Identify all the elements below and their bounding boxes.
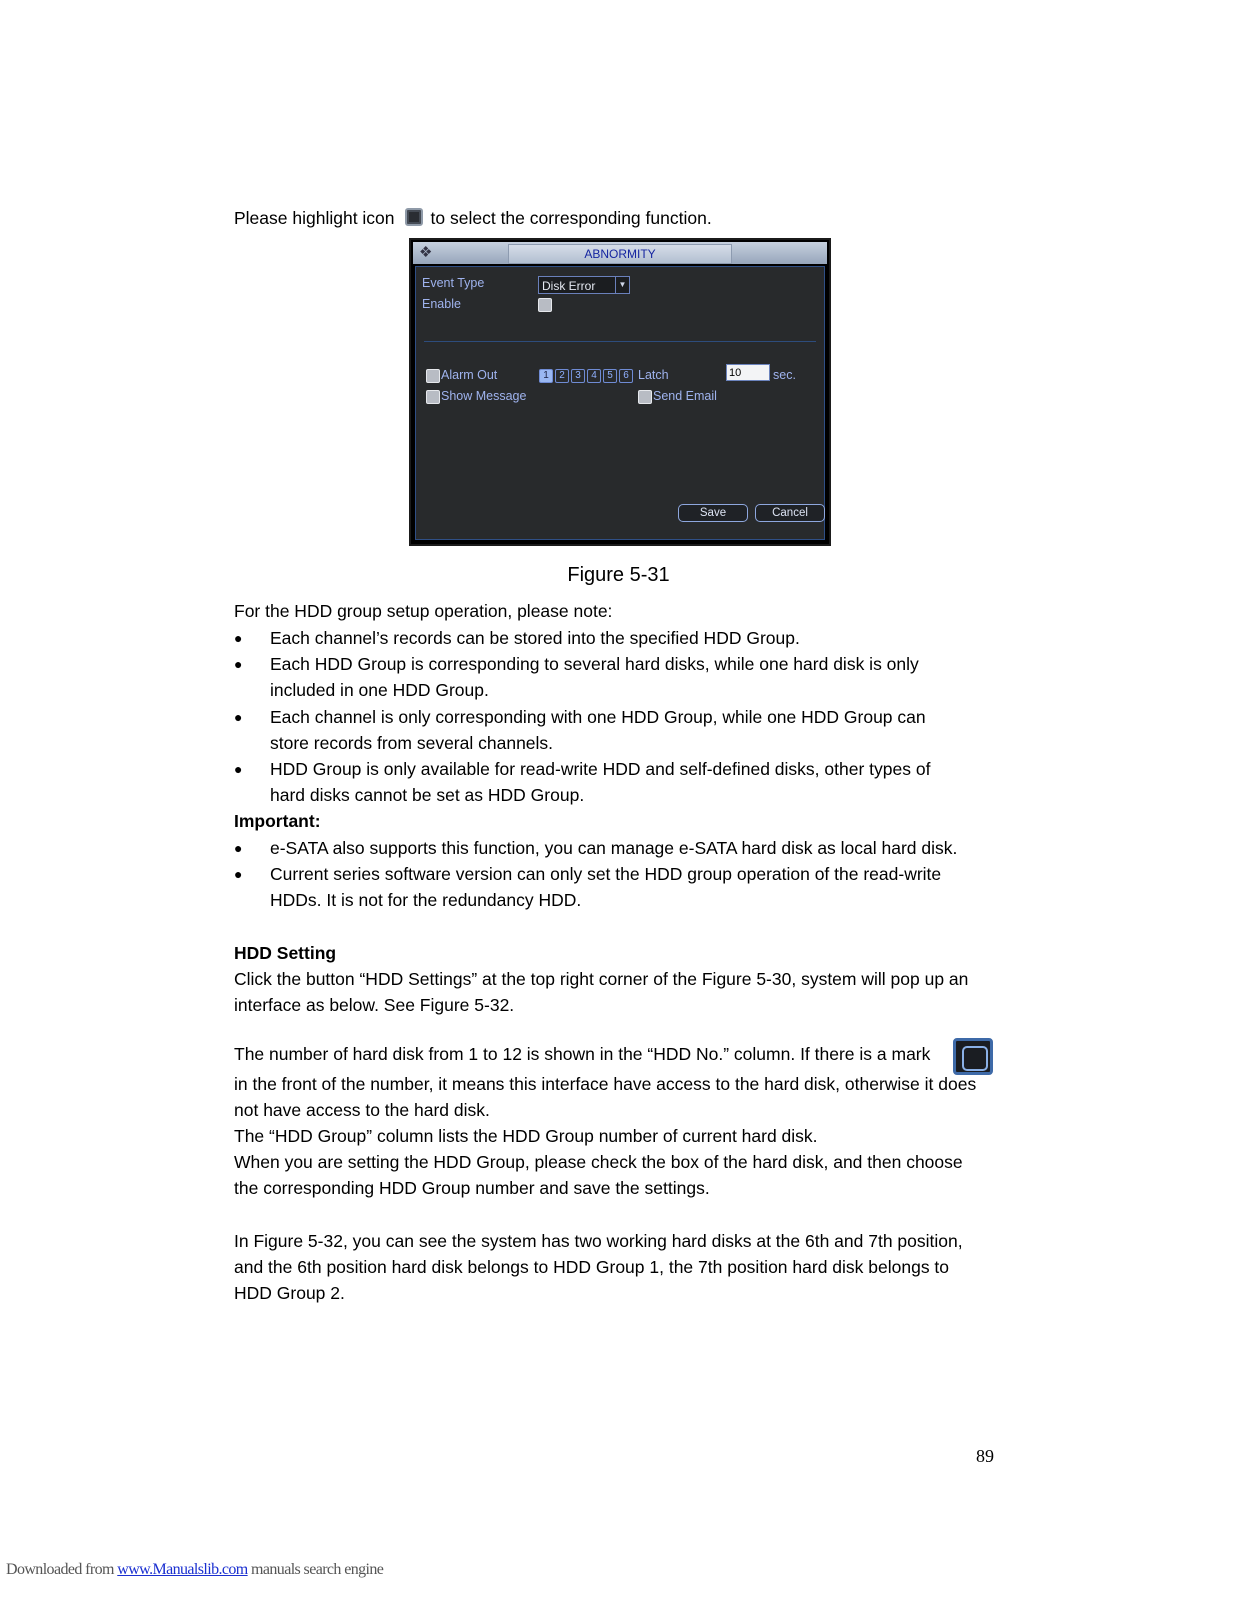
note-bullet-4-line-1: HDD Group is only available for read-write HDD and self-defined disks, other types of: [270, 759, 931, 779]
enable-label: Enable: [422, 297, 461, 311]
hdd-setting-p5-line-2: and the 6th position hard disk belongs to HDD Group 1, the 7th position hard disk belongs to: [234, 1257, 950, 1277]
bullet-icon: ●: [234, 630, 243, 646]
save-button[interactable]: Save: [678, 504, 748, 522]
hdd-setting-p2-line-2: in the front of the number, it means this interface have access to the hard disk, otherwise it does: [234, 1074, 977, 1094]
bullet-icon: ●: [234, 656, 243, 672]
abnormity-dialog: [409, 238, 831, 546]
intro-text-after: to select the corresponding function.: [430, 208, 712, 228]
show-message-checkbox[interactable]: [426, 390, 440, 404]
bullet-icon: ●: [234, 866, 243, 882]
send-email-label: Send Email: [653, 389, 717, 403]
note-bullet-1-line-1: Each channel’s records can be stored into the specified HDD Group.: [270, 628, 800, 648]
bullet-icon: ●: [234, 761, 243, 777]
hdd-group-lead: For the HDD group setup operation, please note:: [234, 601, 613, 621]
note-bullet-4-line-2: hard disks cannot be set as HDD Group.: [270, 785, 585, 805]
dialog-title: ABNORMITY: [508, 244, 732, 264]
note-bullet-2-line-2: included in one HDD Group.: [270, 680, 489, 700]
checkbox-mark-icon: [953, 1038, 993, 1075]
hdd-setting-p4-line-1: When you are setting the HDD Group, please check the box of the hard disk, and then choose: [234, 1152, 963, 1172]
channel-5-toggle[interactable]: 5: [603, 369, 617, 383]
important-bullet-2-line-2: HDDs. It is not for the redundancy HDD.: [270, 890, 582, 910]
download-footer: [6, 1561, 383, 1579]
page-number: 89: [976, 1446, 994, 1466]
hdd-setting-p2-line-3: not have access to the hard disk.: [234, 1100, 490, 1120]
chevron-down-icon[interactable]: ▼: [615, 277, 629, 293]
hdd-setting-heading: HDD Setting: [234, 943, 337, 963]
latch-unit: sec.: [773, 368, 796, 382]
section-divider: [424, 341, 816, 342]
important-heading: Important:: [234, 811, 321, 831]
dialog-title-bar: [413, 242, 827, 264]
important-bullet-1: e-SATA also supports this function, you can manage e-SATA hard disk as local hard disk.: [270, 838, 958, 858]
enable-checkbox[interactable]: [538, 298, 552, 312]
channel-6-toggle[interactable]: 6: [619, 369, 633, 383]
cancel-button[interactable]: Cancel: [755, 504, 825, 522]
event-type-select[interactable]: [538, 276, 630, 294]
settings-square-icon: [405, 208, 423, 226]
note-bullet-3-line-2: store records from several channels.: [270, 733, 554, 753]
alarm-out-checkbox[interactable]: [426, 369, 440, 383]
send-email-checkbox[interactable]: [638, 390, 652, 404]
channel-3-toggle[interactable]: 3: [571, 369, 585, 383]
hdd-setting-p4-line-2: the corresponding HDD Group number and save the settings.: [234, 1178, 710, 1198]
latch-label: Latch: [638, 368, 669, 382]
intro-text-before: Please highlight icon: [234, 208, 395, 228]
important-bullet-2-line-1: Current series software version can only set the HDD group operation of the read-write: [270, 864, 942, 884]
hdd-setting-p3: The “HDD Group” column lists the HDD Group number of current hard disk.: [234, 1126, 818, 1146]
footer-prefix: Downloaded from: [6, 1561, 118, 1578]
hdd-setting-p1-line-2: interface as below. See Figure 5-32.: [234, 995, 515, 1015]
bullet-icon: ●: [234, 709, 243, 725]
alarm-out-label: Alarm Out: [441, 368, 498, 382]
manualslib-link[interactable]: www.Manualslib.com: [117, 1561, 248, 1578]
channel-2-toggle[interactable]: 2: [555, 369, 569, 383]
hdd-setting-p5-line-1: In Figure 5-32, you can see the system has two working hard disks at the 6th and 7th position,: [234, 1231, 963, 1251]
bullet-icon: ●: [234, 840, 243, 856]
channel-4-toggle[interactable]: 4: [587, 369, 601, 383]
latch-input[interactable]: 10: [726, 364, 770, 381]
note-bullet-3-line-1: Each channel is only corresponding with one HDD Group, while one HDD Group can: [270, 707, 926, 727]
dialog-body: [415, 266, 825, 540]
footer-suffix: manuals search engine: [247, 1561, 384, 1578]
hdd-setting-p5-line-3: HDD Group 2.: [234, 1283, 345, 1303]
hdd-setting-p1-line-1: Click the button “HDD Settings” at the top right corner of the Figure 5-30, system will pop up an: [234, 969, 969, 989]
event-type-value: Disk Error: [542, 279, 596, 293]
intro-line: [234, 205, 712, 232]
app-logo-icon: ❖: [419, 244, 433, 261]
note-bullet-2-line-1: Each HDD Group is corresponding to several hard disks, while one hard disk is only: [270, 654, 919, 674]
channel-1-toggle[interactable]: 1: [539, 369, 553, 383]
hdd-setting-p2-line-1: The number of hard disk from 1 to 12 is shown in the “HDD No.” column. If there is a mark: [234, 1044, 931, 1064]
figure-caption: Figure 5-31: [567, 564, 670, 586]
event-type-label: Event Type: [422, 276, 485, 290]
show-message-label: Show Message: [441, 389, 527, 403]
